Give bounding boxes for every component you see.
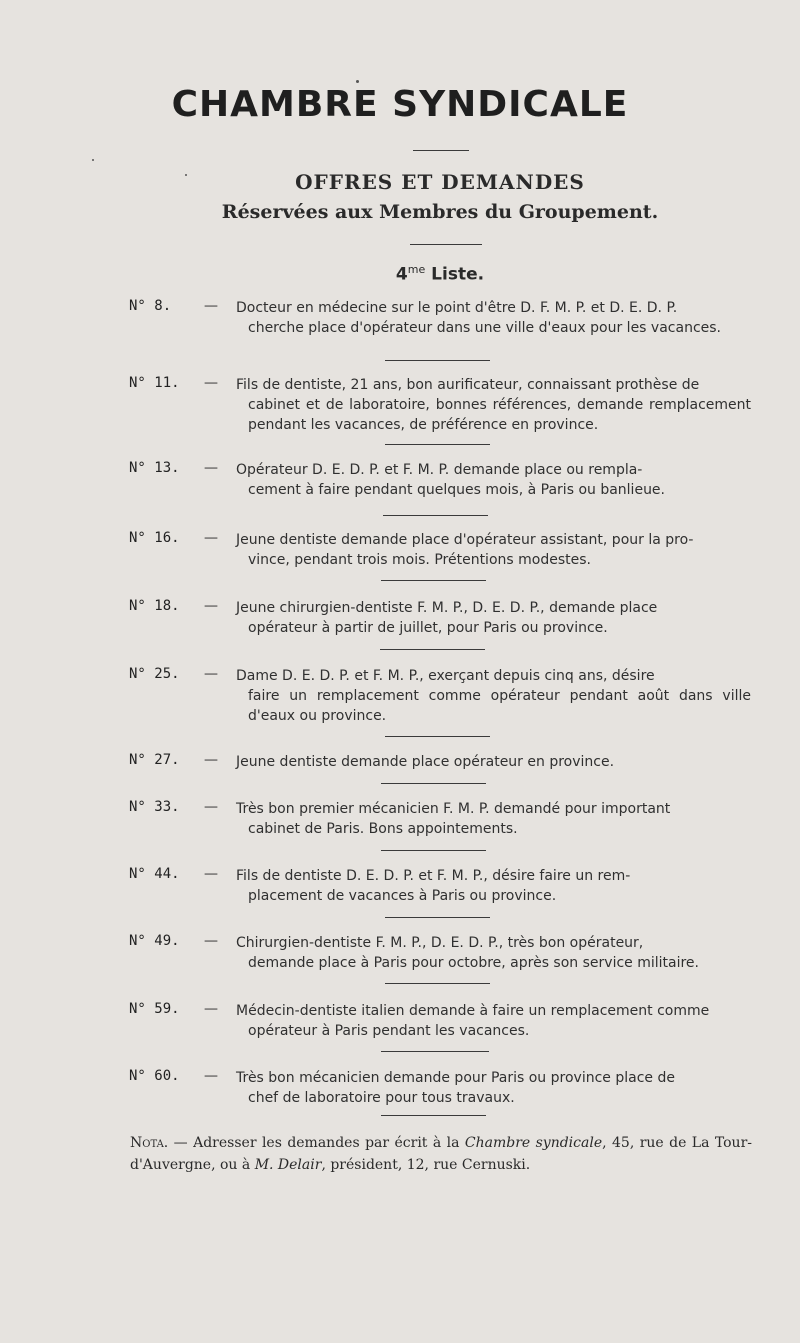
- entry-text: [236, 799, 751, 839]
- entry-dash: —: [204, 799, 218, 815]
- entry-divider: [385, 917, 490, 918]
- heading-divider: [410, 244, 482, 245]
- entry-divider: [385, 360, 490, 361]
- entry-text: [236, 933, 751, 973]
- entry-dash: —: [204, 1068, 218, 1084]
- entry-dash: —: [204, 530, 218, 546]
- entry-divider: [381, 1051, 489, 1052]
- nota-italic-2: M. Delair: [254, 1157, 322, 1173]
- entry-continuation: cement à faire pendant quelques mois, à Paris ou banlieue.: [248, 482, 665, 498]
- nota-footnote: [130, 1132, 752, 1176]
- entry-first-line: Chirurgien-dentiste F. M. P., D. E. D. P., très bon opérateur,: [236, 935, 644, 951]
- entry-divider: [385, 444, 490, 445]
- entry-text: [236, 1068, 751, 1108]
- list-word: Liste.: [431, 264, 485, 285]
- entry-number: N° 11.: [129, 375, 180, 391]
- entry-first-line: Jeune dentiste demande place d'opérateur assistant, pour la pro-: [236, 532, 694, 548]
- entry-dash: —: [204, 933, 218, 949]
- entry-text: [236, 375, 751, 435]
- entry-text: [236, 598, 751, 638]
- list-heading: [0, 263, 800, 285]
- entry-number: N° 33.: [129, 799, 180, 815]
- entry-continuation: placement de vacances à Paris ou province.: [248, 888, 557, 904]
- paper-speck: [92, 159, 94, 161]
- entry-number: N° 18.: [129, 598, 180, 614]
- entry-number: N° 60.: [129, 1068, 180, 1084]
- entry-continuation: opérateur à partir de juillet, pour Paris ou province.: [248, 620, 608, 636]
- entry-continuation: faire un remplacement comme opérateur pendant août dans ville d'eaux ou province.: [248, 688, 751, 724]
- entry-number: N° 59.: [129, 1001, 180, 1017]
- entry-continuation: vince, pendant trois mois. Prétentions modestes.: [248, 552, 591, 568]
- entry-text: [236, 752, 751, 772]
- entry-divider: [385, 736, 490, 737]
- entry-divider: [381, 580, 486, 581]
- entry-number: N° 44.: [129, 866, 180, 882]
- entry-number: N° 13.: [129, 460, 180, 476]
- section-subheading: Réservées aux Membres du Groupement.: [221, 201, 659, 223]
- entry-dash: —: [204, 666, 218, 682]
- entry-divider: [385, 983, 490, 984]
- entry-divider: [381, 1115, 486, 1116]
- list-ordinal-suffix: me: [407, 263, 426, 276]
- entry-number: N° 49.: [129, 933, 180, 949]
- entry-text: [236, 866, 751, 906]
- entry-first-line: Jeune chirurgien-dentiste F. M. P., D. E. D. P., demande place: [236, 600, 658, 616]
- paper-speck: [356, 80, 359, 83]
- page-title: CHAMBRE SYNDICALE: [171, 84, 629, 125]
- entry-number: N° 8.: [129, 298, 172, 314]
- entry-divider: [381, 850, 486, 851]
- entry-first-line: Docteur en médecine sur le point d'être D. F. M. P. et D. E. D. P.: [236, 300, 678, 316]
- entry-dash: —: [204, 1001, 218, 1017]
- entry-number: N° 27.: [129, 752, 180, 768]
- entry-first-line: Opérateur D. E. D. P. et F. M. P. demande place ou rempla-: [236, 462, 643, 478]
- entry-divider: [381, 783, 486, 784]
- entry-dash: —: [204, 375, 218, 391]
- entry-first-line: Très bon premier mécanicien F. M. P. demandé pour important: [236, 801, 671, 817]
- entry-text: [236, 530, 751, 570]
- paper-speck: [185, 174, 187, 176]
- nota-label: Nota.: [130, 1135, 169, 1151]
- list-number: 4: [395, 264, 408, 285]
- entry-continuation: cabinet et de laboratoire, bonnes références, demande remplacement pendant les vacances, de préférence en province.: [248, 397, 751, 433]
- entry-first-line: Jeune dentiste demande place opérateur en province.: [236, 754, 615, 770]
- entry-continuation: opérateur à Paris pendant les vacances.: [248, 1023, 530, 1039]
- entry-first-line: Fils de dentiste, 21 ans, bon aurificateur, connaissant prothèse de: [236, 377, 700, 393]
- entry-dash: —: [204, 598, 218, 614]
- entry-first-line: Médecin-dentiste italien demande à faire un remplacement comme: [236, 1003, 710, 1019]
- entry-number: N° 16.: [129, 530, 180, 546]
- entry-dash: —: [204, 866, 218, 882]
- entry-continuation: cherche place d'opérateur dans une ville d'eaux pour les vacances.: [248, 320, 721, 336]
- title-divider: [413, 150, 469, 151]
- entry-text: [236, 1001, 751, 1041]
- entry-first-line: Dame D. E. D. P. et F. M. P., exerçant depuis cinq ans, désire: [236, 668, 655, 684]
- nota-text-1: — Adresser les demandes par écrit à la: [168, 1135, 465, 1151]
- nota-text-2: , 45, rue de La Tour-d'Auvergne, ou à: [130, 1135, 752, 1173]
- entry-first-line: Fils de dentiste D. E. D. P. et F. M. P., désire faire un rem-: [236, 868, 631, 884]
- entry-divider: [380, 649, 485, 650]
- entry-first-line: Très bon mécanicien demande pour Paris ou province place de: [236, 1070, 675, 1086]
- entry-continuation: cabinet de Paris. Bons appointements.: [248, 821, 518, 837]
- entry-dash: —: [204, 752, 218, 768]
- entry-dash: —: [204, 460, 218, 476]
- entry-continuation: demande place à Paris pour octobre, après son service militaire.: [248, 955, 699, 971]
- nota-text-3: , président, 12, rue Cernuski.: [321, 1157, 531, 1173]
- entry-continuation: chef de laboratoire pour tous travaux.: [248, 1090, 515, 1106]
- entry-text: [236, 666, 751, 726]
- section-heading: OFFRES ET DEMANDES: [295, 170, 585, 194]
- entry-divider: [383, 515, 488, 516]
- entry-text: [236, 460, 751, 500]
- entry-number: N° 25.: [129, 666, 180, 682]
- nota-italic-1: Chambre syndicale: [464, 1135, 603, 1151]
- entry-dash: —: [204, 298, 218, 314]
- entry-text: [236, 298, 751, 338]
